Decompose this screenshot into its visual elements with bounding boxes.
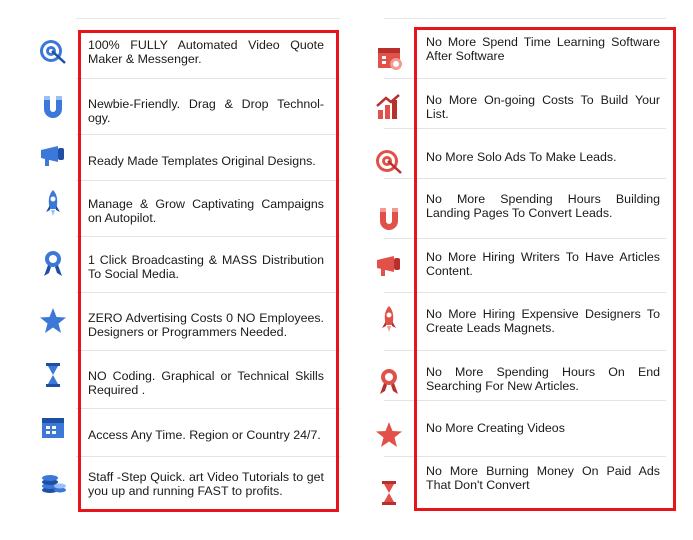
list-item bbox=[366, 460, 666, 508]
magnet-icon bbox=[374, 204, 404, 234]
list-item bbox=[30, 30, 340, 78]
rocket-icon bbox=[38, 188, 68, 218]
list-item bbox=[30, 460, 340, 508]
item-text: No More Creating Videos bbox=[426, 421, 565, 435]
list-item bbox=[30, 184, 340, 236]
list-item bbox=[366, 404, 666, 456]
list-item bbox=[30, 354, 340, 408]
list-item bbox=[30, 410, 340, 456]
list-item bbox=[366, 132, 666, 178]
divider bbox=[384, 78, 666, 79]
divider bbox=[384, 18, 666, 19]
divider bbox=[76, 292, 340, 293]
hourglass-icon bbox=[374, 478, 404, 508]
divider bbox=[76, 78, 340, 79]
divider bbox=[76, 134, 340, 135]
list-item bbox=[366, 182, 666, 238]
list-item bbox=[366, 242, 666, 292]
divider bbox=[384, 238, 666, 239]
item-text: Ready Made Templates Original Designs. bbox=[88, 154, 316, 168]
target-icon bbox=[38, 36, 68, 66]
megaphone-icon bbox=[38, 142, 68, 172]
item-text: Newbie-Friendly. Drag & Drop Technol-ogy. bbox=[88, 97, 324, 125]
item-text: No More Solo Ads To Make Leads. bbox=[426, 150, 617, 164]
divider bbox=[76, 18, 340, 19]
list-item bbox=[30, 296, 340, 350]
item-text: 1 Click Broadcasting & MASS Distribution To Social Media. bbox=[88, 253, 324, 281]
item-text: No More Spending Hours On End Searching For New Articles. bbox=[426, 365, 660, 393]
divider bbox=[76, 456, 340, 457]
divider bbox=[384, 456, 666, 457]
star-icon bbox=[38, 306, 68, 336]
rocket-icon bbox=[374, 304, 404, 334]
item-text: No More Hiring Writers To Have Articles Content. bbox=[426, 250, 660, 278]
target-icon bbox=[374, 146, 404, 176]
divider bbox=[384, 350, 666, 351]
item-text: No More Burning Money On Paid Ads That Don't Convert bbox=[426, 464, 660, 492]
item-text: No More Spending Hours Building Landing Pages To Convert Leads. bbox=[426, 192, 660, 220]
magnet-icon bbox=[38, 92, 68, 122]
calendar-icon bbox=[38, 412, 68, 442]
item-text: No More Hiring Expensive Designers To Create Leads Magnets. bbox=[426, 307, 660, 335]
item-text: 100% FULLY Automated Video Quote Maker & Messenger. bbox=[88, 38, 324, 66]
list-item bbox=[366, 84, 666, 128]
item-text: ZERO Advertising Costs 0 NO Employees. Designers or Programmers Needed. bbox=[88, 311, 324, 339]
list-item bbox=[366, 296, 666, 350]
item-text: NO Coding. Graphical or Technical Skills Required . bbox=[88, 369, 324, 397]
item-text: No More Spend Time Learning Software After Software bbox=[426, 35, 660, 63]
divider bbox=[384, 178, 666, 179]
award-ribbon-icon bbox=[374, 366, 404, 396]
item-text: Access Any Time. Region or Country 24/7. bbox=[88, 428, 321, 442]
star-icon bbox=[374, 420, 404, 450]
list-item bbox=[366, 30, 666, 78]
divider bbox=[76, 180, 340, 181]
calendar-icon bbox=[374, 42, 404, 72]
megaphone-icon bbox=[374, 252, 404, 282]
award-ribbon-icon bbox=[38, 248, 68, 278]
item-text: No More On-going Costs To Build Your List. bbox=[426, 93, 660, 121]
divider bbox=[384, 292, 666, 293]
divider bbox=[76, 236, 340, 237]
hourglass-icon bbox=[38, 360, 68, 390]
coins-icon bbox=[38, 468, 68, 498]
divider bbox=[384, 400, 666, 401]
item-text: Staff -Step Quick. art Video Tutorials to get you up and running FAST to profits. bbox=[88, 470, 324, 498]
list-item bbox=[30, 86, 340, 134]
list-item bbox=[366, 354, 666, 400]
list-item bbox=[30, 140, 340, 180]
divider bbox=[76, 350, 340, 351]
growth-chart-icon bbox=[374, 92, 404, 122]
item-text: Manage & Grow Captivating Campaigns on Autopilot. bbox=[88, 197, 324, 225]
list-item bbox=[30, 240, 340, 292]
divider bbox=[384, 128, 666, 129]
divider bbox=[76, 408, 340, 409]
